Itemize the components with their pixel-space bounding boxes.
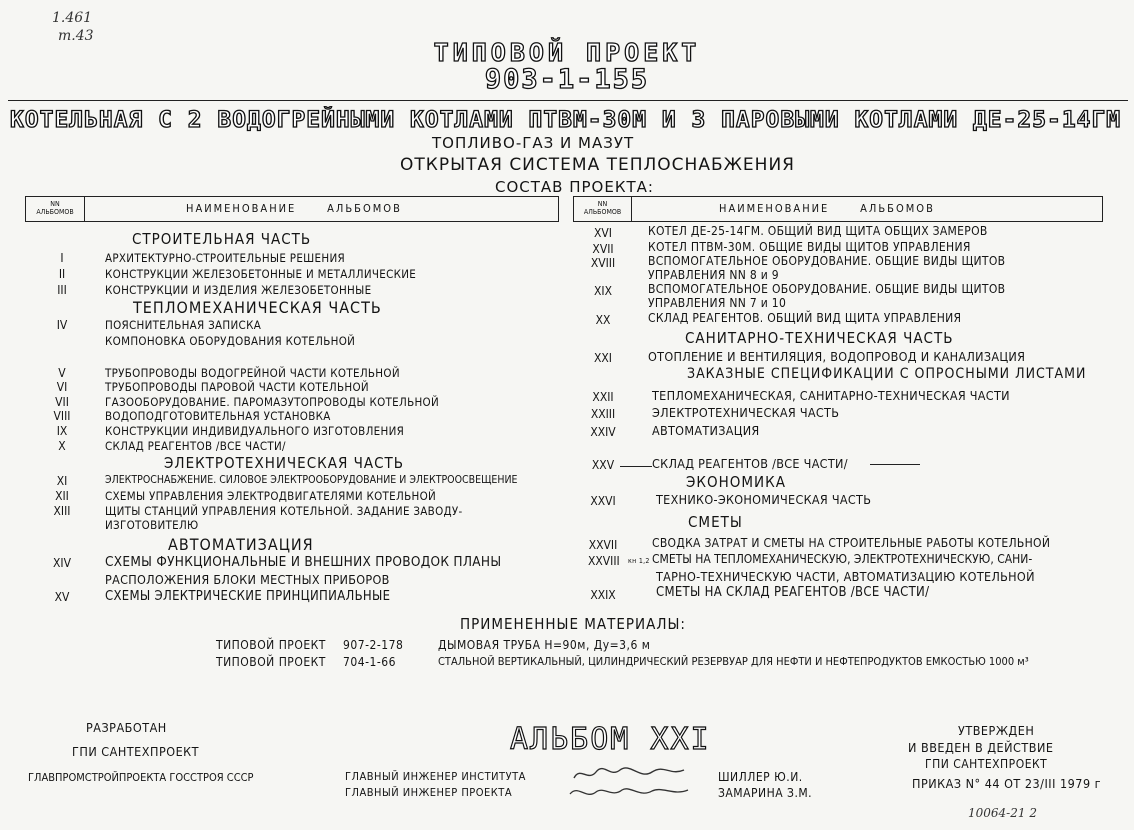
album-title-17: КОТЕЛ ПТВМ-30М. ОБЩИЕ ВИДЫ ЩИТОВ УПРАВЛЕНИЯ [648, 240, 971, 254]
approval-order: ПРИКАЗ N° 44 ОТ 23/III 1979 г [912, 776, 1102, 791]
album-title-15: СХЕМЫ ЭЛЕКТРИЧЕСКИЕ ПРИНЦИПИАЛЬНЫЕ [105, 589, 391, 604]
left-header-albums-abbr: АЛЬБОМОВ [36, 208, 74, 216]
title-typical-project: ТИПОВОЙ ПРОЕКТ [433, 38, 701, 67]
developer-org: ГПИ САНТЕХПРОЕКТ [72, 744, 200, 759]
album-title-2: КОНСТРУКЦИИ ЖЕЛЕЗОБЕТОННЫЕ И МЕТАЛЛИЧЕСКИЕ [105, 267, 417, 281]
signature-2 [566, 782, 696, 802]
section-specifications: ЗАКАЗНЫЕ СПЕЦИФИКАЦИИ С ОПРОСНЫМИ ЛИСТАМИ [687, 366, 1087, 382]
corner-note-line1: 1.461 [52, 10, 93, 26]
album-title-28b: ТАРНО-ТЕХНИЧЕСКУЮ ЧАСТИ, АВТОМАТИЗАЦИЮ КОТЕЛЬНОЙ [656, 569, 1035, 584]
album-num-12: XII [55, 489, 69, 503]
album-num-26: XXVI [590, 494, 616, 508]
album-num-10: X [58, 439, 66, 453]
album-num-5: V [58, 366, 66, 380]
album-num-22: XXII [592, 390, 614, 404]
album-title-3: КОНСТРУКЦИИ И ИЗДЕЛИЯ ЖЕЛЕЗОБЕТОННЫЕ [105, 283, 372, 297]
composition-heading: СОСТАВ ПРОЕКТА: [495, 178, 654, 196]
right-table-header [573, 196, 1103, 222]
right-header-albums-abbr: АЛЬБОМОВ [583, 208, 622, 216]
album-title-1: АРХИТЕКТУРНО-СТРОИТЕЛЬНЫЕ РЕШЕНИЯ [105, 251, 345, 265]
album-title-5: ТРУБОПРОВОДЫ ВОДОГРЕЙНОЙ ЧАСТИ КОТЕЛЬНОЙ [105, 366, 400, 380]
album-title-21: ОТОПЛЕНИЕ И ВЕНТИЛЯЦИЯ, ВОДОПРОВОД И КАНАЛИЗАЦИЯ [648, 349, 1026, 364]
right-header-name: НАИМЕНОВАНИЕ [719, 202, 830, 215]
fuel-line: ТОПЛИВО-ГАЗ И МАЗУТ [432, 134, 635, 152]
album-num-4: IV [56, 318, 68, 332]
album-title-27: СВОДКА ЗАТРАТ И СМЕТЫ НА СТРОИТЕЛЬНЫЕ РАБОТЫ КОТЕЛЬНОЙ [652, 536, 1051, 550]
left-header-nn: NN [50, 200, 60, 208]
section-economics: ЭКОНОМИКА [686, 473, 786, 491]
album-num-19: XIX [594, 284, 612, 298]
album-title-7: ГАЗООБОРУДОВАНИЕ. ПАРОМАЗУТОПРОВОДЫ КОТЕЛЬНОЙ [105, 395, 440, 409]
album-title-4a: ПОЯСНИТЕЛЬНАЯ ЗАПИСКА [105, 318, 262, 332]
album-title-9: КОНСТРУКЦИИ ИНДИВИДУАЛЬНОГО ИЗГОТОВЛЕНИЯ [105, 424, 405, 438]
album-title-25: СКЛАД РЕАГЕНТОВ /ВСЕ ЧАСТИ/ [652, 456, 848, 471]
album-title-18b: УПРАВЛЕНИЯ NN 8 и 9 [648, 268, 779, 282]
album-title-23: ЭЛЕКТРОТЕХНИЧЕСКАЯ ЧАСТЬ [652, 405, 840, 420]
album-title-10: СКЛАД РЕАГЕНТОВ /ВСЕ ЧАСТИ/ [105, 439, 286, 453]
album-num-25: XXV [591, 458, 615, 472]
right-header-albums: АЛЬБОМОВ [860, 202, 935, 215]
material-1-label: ТИПОВОЙ ПРОЕКТ [216, 638, 326, 652]
album-title-22: ТЕПЛОМЕХАНИЧЕСКАЯ, САНИТАРНО-ТЕХНИЧЕСКАЯ ЧАСТИ [652, 388, 1010, 403]
material-2-label: ТИПОВОЙ ПРОЕКТ [216, 655, 326, 669]
album-num-27: XXVII [588, 538, 618, 552]
album-num-14: XIV [53, 556, 71, 570]
album-title-8: ВОДОПОДГОТОВИТЕЛЬНАЯ УСТАНОВКА [105, 409, 331, 423]
right-header-nn: NN [597, 200, 608, 208]
developed-label: РАЗРАБОТАН [86, 720, 167, 735]
album-25-strike-right [870, 464, 920, 465]
album-num-24: XXIV [590, 425, 616, 439]
archive-stamp: 10064-21 2 [968, 806, 1037, 820]
album-num-21: XXI [594, 351, 612, 365]
album-title-20: СКЛАД РЕАГЕНТОВ. ОБЩИЙ ВИД ЩИТА УПРАВЛЕНИЯ [648, 311, 962, 325]
album-num-16: XVI [594, 226, 612, 240]
album-title-4b: КОМПОНОВКА ОБОРУДОВАНИЯ КОТЕЛЬНОЙ [105, 334, 356, 348]
section-estimates: СМЕТЫ [688, 513, 743, 531]
album-num-6: VI [56, 380, 68, 394]
album-num-3: III [57, 283, 67, 297]
top-rule [8, 100, 1128, 101]
album-title-14a: СХЕМЫ ФУНКЦИОНАЛЬНЫЕ И ВНЕШНИХ ПРОВОДОК ПЛАНЫ [105, 554, 502, 570]
album-title-12: СХЕМЫ УПРАВЛЕНИЯ ЭЛЕКТРОДВИГАТЕЛЯМИ КОТЕЛЬНОЙ [105, 489, 437, 503]
left-table-header [25, 196, 559, 222]
album-title-6: ТРУБОПРОВОДЫ ПАРОВОЙ ЧАСТИ КОТЕЛЬНОЙ [105, 380, 369, 394]
section-thermal: ТЕПЛОМЕХАНИЧЕСКАЯ ЧАСТЬ [133, 298, 382, 317]
album-num-15: XV [54, 590, 70, 604]
album-title-14b: РАСПОЛОЖЕНИЯ БЛОКИ МЕСТНЫХ ПРИБОРОВ [105, 572, 390, 587]
section-automation: АВТОМАТИЗАЦИЯ [168, 535, 314, 554]
album-title-11: ЭЛЕКТРОСНАБЖЕНИЕ. СИЛОВОЕ ЭЛЕКТРООБОРУДОВАНИЕ И ЭЛЕКТРООСВЕЩЕНИЕ [105, 474, 518, 486]
materials-heading: ПРИМЕНЕННЫЕ МАТЕРИАЛЫ: [460, 615, 686, 633]
album-title-28a: СМЕТЫ НА ТЕПЛОМЕХАНИЧЕСКУЮ, ЭЛЕКТРОТЕХНИЧЕСКУЮ, САНИ- [652, 552, 1033, 566]
boiler-house-title: КОТЕЛЬНАЯ С 2 ВОДОГРЕЙНЫМИ КОТЛАМИ ПТВМ-30М И 3 ПАРОВЫМИ КОТЛАМИ ДЕ-25-14ГМ [10, 108, 1122, 133]
section-sanitary: САНИТАРНО-ТЕХНИЧЕСКАЯ ЧАСТЬ [685, 329, 954, 347]
album-title-16: КОТЕЛ ДЕ-25-14ГМ. ОБЩИЙ ВИД ЩИТА ОБЩИХ ЗАМЕРОВ [648, 224, 988, 238]
left-header-name: НАИМЕНОВАНИЕ [186, 202, 297, 215]
album-title-19a: ВСПОМОГАТЕЛЬНОЕ ОБОРУДОВАНИЕ. ОБЩИЕ ВИДЫ ЩИТОВ [648, 282, 1006, 296]
approved-line2: И ВВЕДЕН В ДЕЙСТВИЕ [908, 740, 1054, 755]
section-construction: СТРОИТЕЛЬНАЯ ЧАСТЬ [132, 230, 312, 248]
album-num-20: XX [595, 313, 611, 327]
material-1-code: 907-2-178 [343, 638, 404, 652]
album-num-9: IX [56, 424, 68, 438]
album-num-17: XVII [592, 242, 614, 256]
material-1-text: ДЫМОВАЯ ТРУБА Н=90м, Ду=3,6 м [438, 638, 651, 652]
album-num-8: VIII [53, 409, 71, 423]
album-title-13b: ИЗГОТОВИТЕЛЮ [105, 518, 199, 532]
project-number: 903-1-155 [484, 64, 650, 95]
album-num-11: XI [56, 474, 68, 488]
album-title-26: ТЕХНИКО-ЭКОНОМИЧЕСКАЯ ЧАСТЬ [656, 492, 872, 507]
album-num-29: XXIX [590, 588, 616, 602]
approved-line1: УТВЕРЖДЕН [958, 723, 1035, 738]
system-line: ОТКРЫТАЯ СИСТЕМА ТЕПЛОСНАБЖЕНИЯ [400, 155, 795, 175]
album-title-19b: УПРАВЛЕНИЯ NN 7 и 10 [648, 296, 787, 310]
material-2-code: 704-1-66 [343, 655, 396, 669]
album-num-23: XXIII [590, 407, 616, 421]
album-num-18: XVIII [590, 256, 616, 270]
album-num-2: II [58, 267, 66, 281]
album-title-24: АВТОМАТИЗАЦИЯ [652, 423, 760, 438]
chief-project-role: ГЛАВНЫЙ ИНЖЕНЕР ПРОЕКТА [345, 786, 513, 799]
album-28-books: кн 1,2 [628, 557, 650, 565]
album-title-13a: ЩИТЫ СТАНЦИЙ УПРАВЛЕНИЯ КОТЕЛЬНОЙ. ЗАДАНИЕ ЗАВОДУ- [105, 504, 463, 518]
section-electrical: ЭЛЕКТРОТЕХНИЧЕСКАЯ ЧАСТЬ [164, 454, 405, 472]
developer-ministry: ГЛАВПРОМСТРОЙПРОЕКТА ГОССТРОЯ СССР [28, 771, 254, 784]
album-num-1: I [60, 251, 64, 265]
chief-institute-name: ШИЛЛЕР Ю.И. [718, 770, 803, 784]
chief-institute-role: ГЛАВНЫЙ ИНЖЕНЕР ИНСТИТУТА [345, 770, 526, 783]
material-2-text: СТАЛЬНОЙ ВЕРТИКАЛЬНЫЙ, ЦИЛИНДРИЧЕСКИЙ РЕЗЕРВУАР ДЛЯ НЕФТИ И НЕФТЕПРОДУКТОВ ЕМКОСТЬЮ 1000 м³ [438, 655, 1029, 668]
album-title-29: СМЕТЫ НА СКЛАД РЕАГЕНТОВ /ВСЕ ЧАСТИ/ [656, 585, 930, 600]
album-title-18a: ВСПОМОГАТЕЛЬНОЕ ОБОРУДОВАНИЕ. ОБЩИЕ ВИДЫ ЩИТОВ [648, 254, 1006, 268]
album-num-28: XXVIII [588, 554, 620, 568]
chief-project-name: ЗАМАРИНА З.М. [718, 786, 813, 800]
album-25-strike-left [620, 466, 652, 467]
album-num-7: VII [55, 395, 69, 409]
corner-note-line2: т.43 [58, 28, 94, 44]
left-header-albums: АЛЬБОМОВ [327, 202, 402, 215]
approved-line3: ГПИ САНТЕХПРОЕКТ [925, 757, 1048, 771]
signature-1 [570, 764, 690, 784]
album-num-13: XIII [53, 504, 71, 518]
album-number: АЛЬБОМ XXI [510, 722, 711, 757]
